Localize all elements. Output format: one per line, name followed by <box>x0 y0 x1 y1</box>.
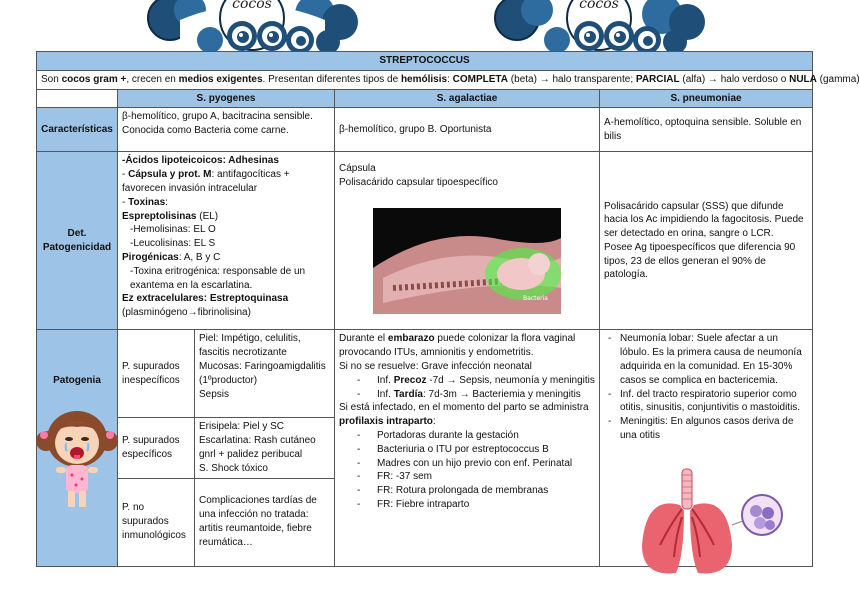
list-item: - Neumonía lobar: Suele afectar a un lóbulo. Es la primera causa de neumonía adquirida en la comunidad. En 15-30% casos se complica en bactericemia. <box>604 332 808 387</box>
list-item: - FR: Rotura prolongada de membranas <box>339 484 595 498</box>
list-item: - Inf. Tardía: 7d-3m → Bacteriemia y meningitis <box>339 388 595 402</box>
fetus-illustration <box>373 208 561 314</box>
table-title: STREPTOCOCCUS <box>37 52 813 71</box>
row-label-caracteristicas: Características <box>37 108 118 152</box>
pyogenes-patogenicidad: -Ácidos lipoteicoicos: Adhesinas - Cápsula y prot. M: antifagocíticas + favorecen invasión intracelular - Toxinas: Espreptolisinas (EL) -Hemolisinas: EL O -Leucolisinas: EL S Pirogénicas: A, B y C -Toxina eritrogénica: responsable de un exantema en la escarlatina. Ez extracelulares: Estreptoquinasa (plasminógeno→fibrinolisina) <box>118 152 335 330</box>
list-item: - Portadoras durante la gestación <box>339 429 595 443</box>
list-item: - Meningitis: En algunos casos deriva de una otitis <box>604 415 808 443</box>
pneumoniae-patogenicidad: Polisacárido capsular (SSS) que difunde hacia los Ac impidiendo la fagocitosis. Puede ser detectado en orina, sangre o LCR. Posee Ag tipoespecíficos que diferencia 90 tipos, 23 de ellos generan el 90% de patología. <box>600 152 813 330</box>
header-pyogenes: S. pyogenes <box>118 89 335 108</box>
patogenia-sub-name-3: P. no supurados inmunológicos <box>118 478 195 566</box>
cocci-illustration-right <box>487 0 712 52</box>
sick-girl-illustration <box>38 405 116 511</box>
list-item: - FR: Fiebre intraparto <box>339 498 595 512</box>
cocci-caption-left: cocos <box>232 0 272 12</box>
row-label-patogenia: Patogenia <box>37 330 118 566</box>
list-item: - FR: -37 sem <box>339 470 595 484</box>
patogenia-sub-text-1: Piel: Impétigo, celulitis, fascitis necrotizante Mucosas: Faringoamigdalitis (1ºproductor) Sepsis <box>195 330 335 418</box>
patogenia-sub-text-3: Complicaciones tardías de una infección no tratada: artitis reumantoide, fiebre reumática… <box>195 478 335 566</box>
cocci-illustration-left <box>140 0 365 52</box>
patogenia-sub-name-2: P. supurados específicos <box>118 418 195 478</box>
header-agalactiae: S. agalactiae <box>335 89 600 108</box>
list-item: - Inf. Precoz -7d → Sepsis, neumonía y meningitis <box>339 374 595 388</box>
cocci-caption-right: cocos <box>579 0 619 12</box>
patogenia-sub-name-1: P. supurados inespecíficos <box>118 330 195 418</box>
list-item: - Inf. del tracto respiratorio superior como otitis, sinusitis, conjuntivitis o mastoiditis. <box>604 388 808 416</box>
intro-text: Son cocos gram +, crecen en medios exigentes. Presentan diferentes tipos de hemólisis: COMPLETA (beta) → halo transparente; PARCIAL (alfa) → halo verdoso o NULA (gamma) <box>37 70 813 89</box>
pyogenes-caracteristicas: β-hemolítico, grupo A, bacitracina sensible. Conocida como Bacteria come carne. <box>118 108 335 152</box>
agalactiae-patogenicidad: Cápsula Polisacárido capsular tipoespecífico Bacteria <box>335 152 600 330</box>
patogenia-sub-text-2: Erisipela: Piel y SC Escarlatina: Rash cutáneo gnrl + palidez peribucal S. Shock tóxico <box>195 418 335 478</box>
agalactiae-caracteristicas: β-hemolítico, grupo B. Oportunista <box>335 108 600 152</box>
row-label-patogenicidad: Det. Patogenicidad <box>37 152 118 330</box>
header-pneumoniae: S. pneumoniae <box>600 89 813 108</box>
lungs-illustration <box>636 465 786 585</box>
agalactiae-patogenia: Durante el embarazo puede colonizar la flora vaginal provocando ITUs, amnionitis y endometritis. Si no se resuelve: Grave infección neonatal - Inf. Precoz -7d → Sepsis, neumonía y meningitis - Inf. Tardía: 7d-3m → Bacteriemia y meningitis Si está infectado, en el momento del parto se administra profilaxis intraparto: - Portadoras durante la gestación - Bacteriuria o ITU por estreptococcus B - Madres con un hijo previo con enf. Perinatal - FR: -37 sem - FR: Rotura prolongada de membranas - FR: Fiebre intraparto <box>335 330 600 566</box>
pneumoniae-caracteristicas: A-hemolítico, optoquina sensible. Soluble en bilis <box>600 108 813 152</box>
list-item: - Madres con un hijo previo con enf. Perinatal <box>339 457 595 471</box>
list-item: - Bacteriuria o ITU por estreptococcus B <box>339 443 595 457</box>
bacteria-label: Bacteria <box>523 294 548 302</box>
header-blank <box>37 89 118 108</box>
